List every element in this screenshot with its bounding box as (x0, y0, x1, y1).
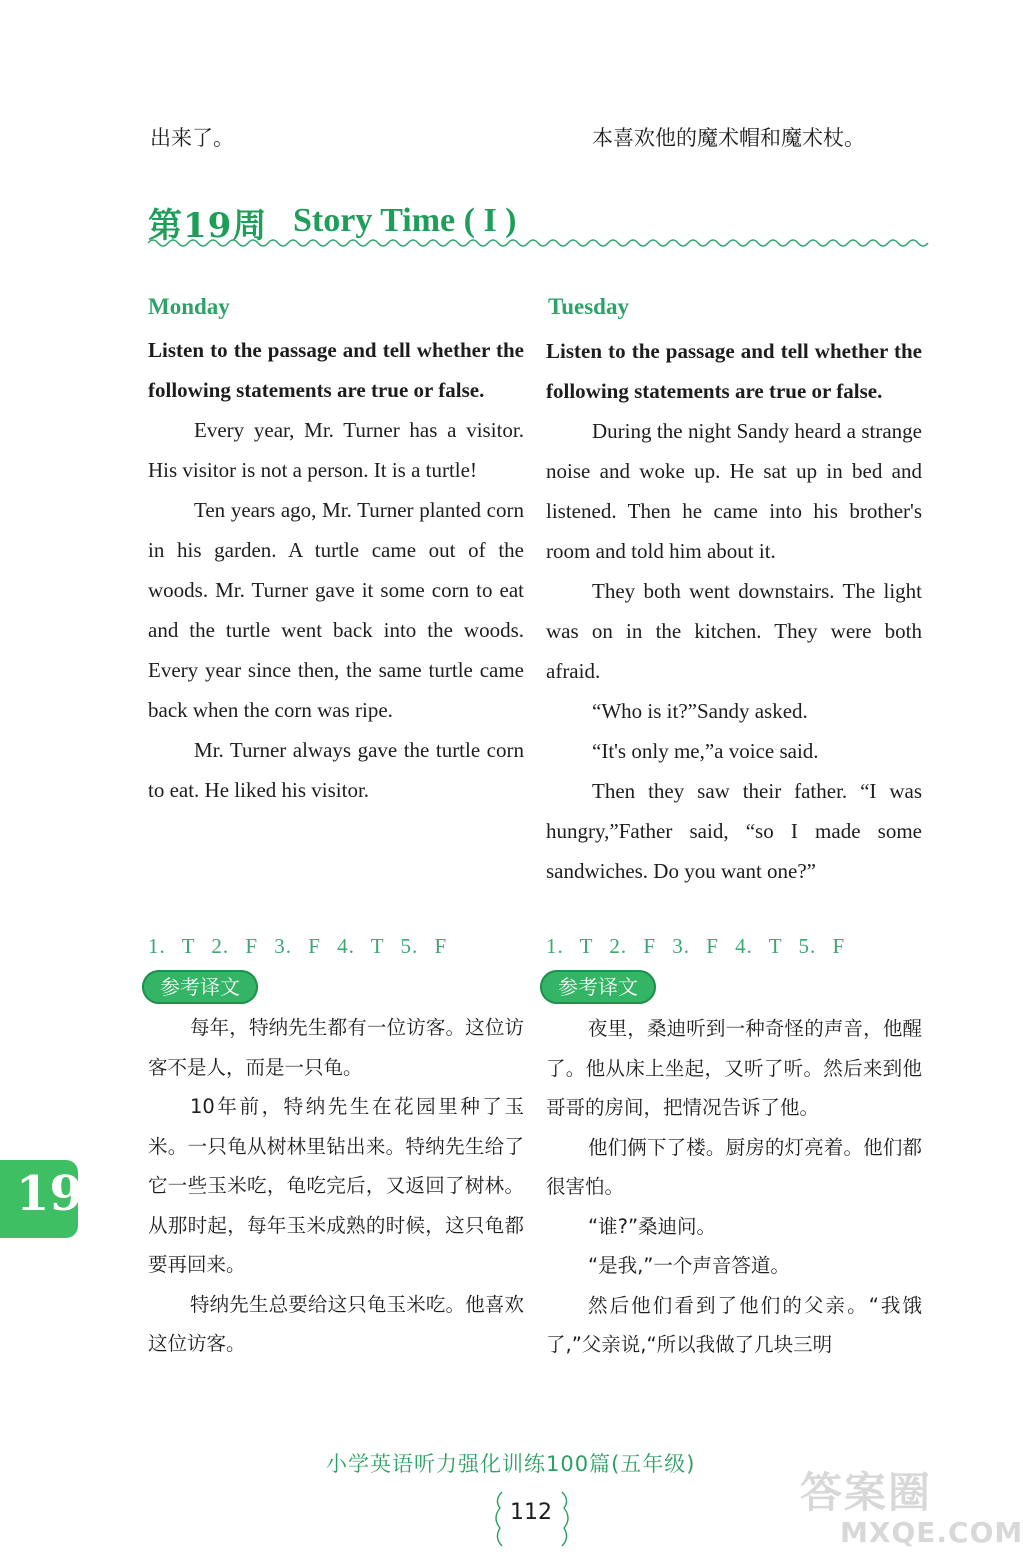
passage-paragraph: “Who is it?”Sandy asked. (592, 699, 808, 723)
tuesday-translation (546, 1009, 922, 1365)
instruction-text: Listen to the passage and tell whether the following statements are true or false. (148, 338, 524, 402)
tuesday-passage (546, 331, 922, 891)
watermark-logo-text: 答案圈 (800, 1468, 933, 1517)
day-heading-tuesday: Tuesday (548, 294, 629, 319)
translation-paragraph: 然后他们看到了他们的父亲。“我饿了,”父亲说,“所以我做了几块三明 (546, 1293, 922, 1356)
reference-translation-badge: 参考译文 (142, 970, 258, 1004)
chapter-number: 19 (16, 1166, 83, 1222)
passage-paragraph: Ten years ago, Mr. Turner planted corn in his garden. A turtle came out of the woods. Mr. Turner gave it some corn to eat and the turtle went back into the woods. Every year since then, the same turtle came back when the corn was ripe. (148, 498, 524, 722)
translation-paragraph: 每年，特纳先生都有一位访客。这位访客不是人，而是一只龟。 (148, 1016, 524, 1079)
watermark-url: MXQE.COM (840, 1516, 1023, 1549)
reference-translation-badge: 参考译文 (540, 970, 656, 1004)
page-number: 112 (510, 1500, 552, 1525)
translation-paragraph: 特纳先生总要给这只龟玉米吃。他喜欢这位访客。 (148, 1292, 524, 1355)
monday-passage (148, 330, 524, 810)
translation-paragraph: “谁?”桑迪问。 (588, 1214, 717, 1238)
week-label: 第19周 (148, 206, 268, 246)
section-title (148, 196, 928, 256)
passage-paragraph: During the night Sandy heard a strange noise and woke up. He sat up in bed and listened. Then he came into his brother's room and told him about it. (546, 419, 922, 563)
translation-paragraph: 他们俩下了楼。厨房的灯亮着。他们都很害怕。 (546, 1135, 922, 1198)
wavy-underline (148, 236, 928, 250)
instruction-text: Listen to the passage and tell whether the following statements are true or false. (546, 339, 922, 403)
monday-translation (148, 1008, 524, 1364)
passage-paragraph: Then they saw their father. “I was hungry,”Father said, “so I made some sandwiches. Do you want one?” (546, 779, 922, 883)
book-title: 小学英语听力强化训练100篇(五年级) (326, 1452, 696, 1476)
translation-paragraph: 10年前，特纳先生在花园里种了玉米。一只龟从树林里钻出来。特纳先生给了它一些玉米吃，龟吃完后，又返回了树林。从那时起，每年玉米成熟的时候，这只龟都要再回来。 (148, 1095, 524, 1276)
answer-key: 1. T 2. F 3. F 4. T 5. F (148, 934, 448, 958)
chapter-side-tab (0, 1160, 83, 1238)
passage-paragraph: They both went downstairs. The light was on in the kitchen. They were both afraid. (546, 579, 922, 683)
site-watermark (800, 1460, 1023, 1549)
day-heading-monday: Monday (148, 294, 230, 319)
story-title: Story Time ( I ) (293, 202, 517, 239)
carryover-text-right: 本喜欢他的魔术帽和魔术杖。 (592, 126, 865, 150)
answer-key: 1. T 2. F 3. F 4. T 5. F (546, 934, 846, 958)
translation-paragraph: “是我,”一个声音答道。 (588, 1254, 790, 1277)
passage-paragraph: Mr. Turner always gave the turtle corn to eat. He liked his visitor. (148, 738, 524, 802)
translation-paragraph: 夜里，桑迪听到一种奇怪的声音，他醒了。他从床上坐起，又听了听。然后来到他哥哥的房间，把情况告诉了他。 (546, 1017, 922, 1119)
carryover-text-left: 出来了。 (150, 126, 234, 150)
passage-paragraph: Every year, Mr. Turner has a visitor. His visitor is not a person. It is a turtle! (148, 418, 524, 482)
passage-paragraph: “It's only me,”a voice said. (592, 739, 819, 763)
